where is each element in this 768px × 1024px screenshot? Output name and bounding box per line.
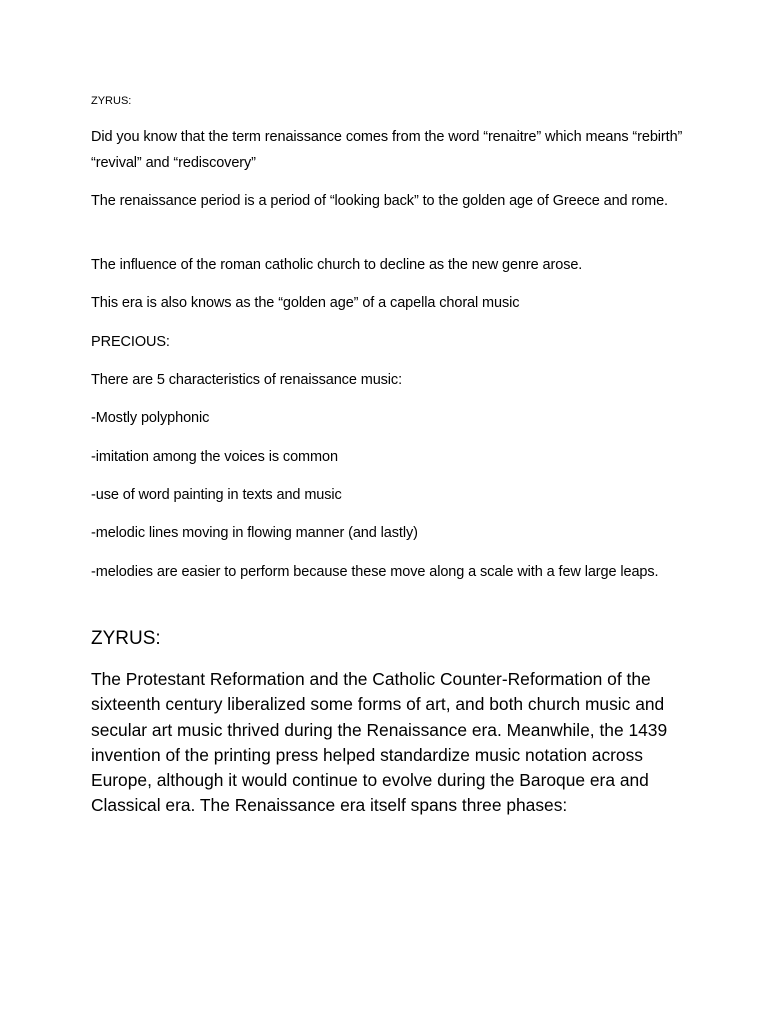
characteristic-item: -melodies are easier to perform because these move along a scale with a few large leaps. <box>91 564 659 580</box>
paragraph-renaissance-etymology: Did you know that the term renaissance comes from the word “renaitre” which means “rebirth” “revival” and “rediscovery” <box>91 129 683 171</box>
characteristic-item: -melodic lines moving in flowing manner (and lastly) <box>91 525 418 541</box>
characteristic-item: -imitation among the voices is common <box>91 449 338 465</box>
paragraph-church-decline: The influence of the roman catholic church to decline as the new genre arose. <box>91 257 583 273</box>
paragraph-reformation-history: The Protestant Reformation and the Catholic Counter-Reformation of the sixteenth century liberalized some forms of art, and both church music and secular art music thrived during the Renaissance era. Meanwhile, the 1439 invention of the printing press helped standardize music notation across Europe, although it would continue to evolve during the Baroque era and Classical era. The Renaissance era itself spans three phases: <box>91 669 668 816</box>
paragraph-golden-age: This era is also knows as the “golden age” of a capella choral music <box>91 295 520 311</box>
characteristic-item: -use of word painting in texts and music <box>91 487 342 503</box>
characteristic-item: -Mostly polyphonic <box>91 410 210 426</box>
paragraph-looking-back: The renaissance period is a period of “looking back” to the golden age of Greece and rome. <box>91 193 668 209</box>
speaker-label-zyrus-large: ZYRUS: <box>91 628 161 649</box>
speaker-label-zyrus: ZYRUS: <box>91 95 132 107</box>
speaker-label-precious: PRECIOUS: <box>91 334 170 350</box>
characteristics-intro: There are 5 characteristics of renaissance music: <box>91 372 403 388</box>
